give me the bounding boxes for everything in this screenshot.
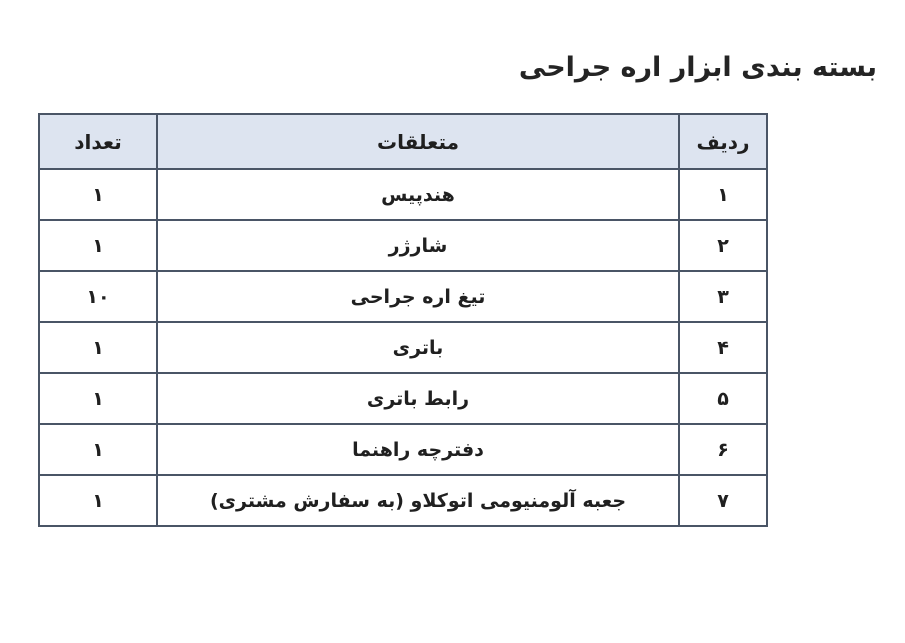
cell-item: جعبه آلومنیومی اتوکلاو (به سفارش مشتری) — [157, 475, 679, 526]
cell-row-number: ۱ — [679, 169, 767, 220]
table-row — [39, 169, 767, 220]
cell-row-number: ۵ — [679, 373, 767, 424]
cell-row-number: ۷ — [679, 475, 767, 526]
table-header — [39, 114, 767, 169]
cell-item: رابط باتری — [157, 373, 679, 424]
cell-quantity: ۱۰ — [39, 271, 157, 322]
cell-quantity: ۱ — [39, 373, 157, 424]
table-body — [39, 169, 767, 526]
header-item: متعلقات — [157, 114, 679, 169]
cell-item: شارژر — [157, 220, 679, 271]
header-quantity: تعداد — [39, 114, 157, 169]
cell-quantity: ۱ — [39, 169, 157, 220]
header-row — [39, 114, 767, 169]
cell-item: تیغ اره جراحی — [157, 271, 679, 322]
cell-item: دفترچه راهنما — [157, 424, 679, 475]
cell-quantity: ۱ — [39, 424, 157, 475]
table-row — [39, 220, 767, 271]
cell-item: هندپیس — [157, 169, 679, 220]
cell-quantity: ۱ — [39, 220, 157, 271]
table-row — [39, 322, 767, 373]
page-title: بسته بندی ابزار اره جراحی — [518, 52, 877, 83]
table-row — [39, 475, 767, 526]
cell-row-number: ۴ — [679, 322, 767, 373]
cell-quantity: ۱ — [39, 322, 157, 373]
packing-list-table — [38, 113, 768, 527]
header-row-number: ردیف — [679, 114, 767, 169]
cell-item: باتری — [157, 322, 679, 373]
table-row — [39, 424, 767, 475]
cell-row-number: ۶ — [679, 424, 767, 475]
table-row — [39, 271, 767, 322]
cell-quantity: ۱ — [39, 475, 157, 526]
cell-row-number: ۲ — [679, 220, 767, 271]
cell-row-number: ۳ — [679, 271, 767, 322]
table-row — [39, 373, 767, 424]
